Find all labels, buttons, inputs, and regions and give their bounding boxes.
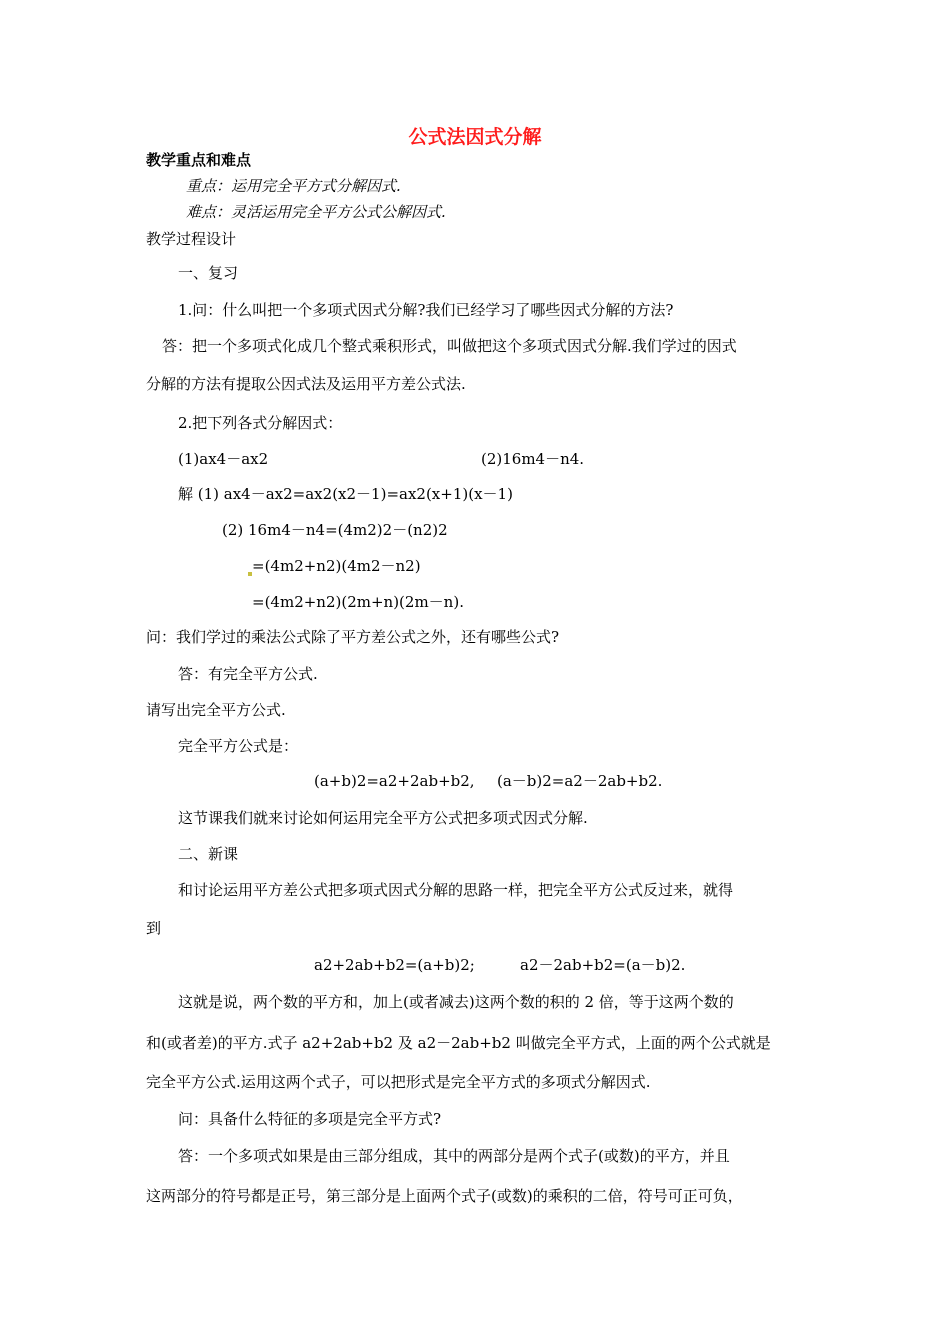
question-2: 2.把下列各式分解因式： [178,414,343,432]
new-lesson-line-1: 和讨论运用平方差公式把多项式因式分解的思路一样，把完全平方公式反过来，就得 [178,881,734,899]
difficult-point: 难点：灵活运用完全平方公式公解因式. [186,203,446,221]
solution-2-step-2 [248,556,421,576]
ask-write-formula: 请写出完全平方公式. [146,701,286,719]
question-1: 1.问：什么叫把一个多项式因式分解?我们已经学习了哪些因式分解的方法? [178,301,674,319]
formula-square-sum: (a+b)2=a2+2ab+b2, [314,772,475,790]
process-heading: 教学过程设计 [146,230,237,248]
answer-4-line-2: 这两部分的符号都是正号，第三部分是上面两个式子(或数)的乘积的二倍，符号可正可负， [146,1187,743,1205]
formula-square-difference: (a－b)2=a2－2ab+b2. [497,772,663,790]
explanation-line-1: 这就是说，两个数的平方和，加上(或者减去)这两个数的积的 2 倍，等于这两个数的 [178,993,734,1011]
formula-factor-difference: a2－2ab+b2=(a－b)2. [520,956,686,974]
section-new-lesson-heading: 二、新课 [178,845,239,863]
explanation-line-2: 和(或者差)的平方.式子 a2+2ab+b2 及 a2－2ab+b2 叫做完全平方式，上面的两个公式就是 [146,1034,771,1052]
explanation-line-3: 完全平方公式.运用这两个式子，可以把形式是完全平方式的多项式分解因式. [146,1073,651,1091]
focus-heading: 教学重点和难点 [146,151,252,169]
answer-4-line-1: 答：一个多项式如果是由三部分组成，其中的两部分是两个式子(或数)的平方，并且 [178,1147,730,1165]
solution-2-step-1: (2) 16m4－n4=(4m2)2－(n2)2 [222,521,448,539]
question-3: 问：我们学过的乘法公式除了平方差公式之外，还有哪些公式? [146,628,560,646]
focus-point: 重点：运用完全平方式分解因式. [186,177,401,195]
formula-intro: 完全平方公式是： [178,737,299,755]
question-4: 问：具备什么特征的多项是完全平方式? [178,1110,442,1128]
solution-2-step-3: =(4m2+n2)(2m+n)(2m－n). [252,593,464,611]
solution-1: 解 (1) ax4－ax2=ax2(x2－1)=ax2(x+1)(x－1) [178,485,513,503]
page-title: 公式法因式分解 [408,126,542,148]
section-review-heading: 一、复习 [178,264,239,282]
exercise-2: (2)16m4－n4. [481,450,585,468]
solution-2-step-2-text: =(4m2+n2)(4m2－n2) [252,557,421,575]
answer-3: 答：有完全平方公式. [178,665,318,683]
formula-factor-sum: a2+2ab+b2=(a+b)2; [314,956,475,974]
new-lesson-line-2: 到 [146,919,162,937]
answer-1-line-1: 答：把一个多项式化成几个整式乘积形式，叫做把这个多项式因式分解.我们学过的因式 [162,337,737,355]
answer-1-line-2: 分解的方法有提取公因式法及运用平方差公式法. [146,375,466,393]
exercise-1: (1)ax4－ax2 [178,450,269,468]
lesson-intro: 这节课我们就来讨论如何运用完全平方公式把多项式因式分解. [178,809,588,827]
